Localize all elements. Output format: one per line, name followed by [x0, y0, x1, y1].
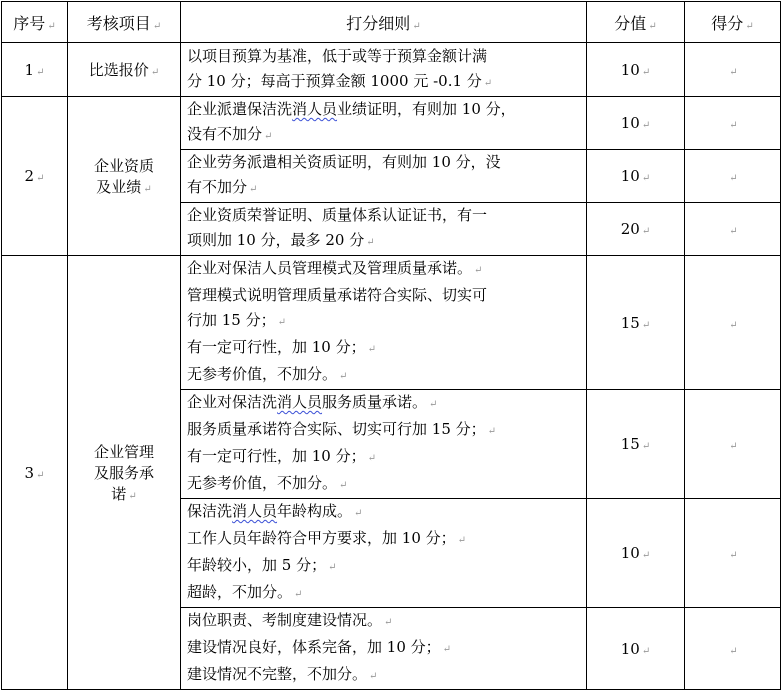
score-detail: 企业对保洁洗消人员服务质量承诺。 ↵ 服务质量承诺符合实际、切实可行加 15 分； ↵ 有一定可行性，加 10 分； ↵ 无参考价值，不加分。 ↵ [181, 390, 587, 499]
table-row [2, 256, 781, 390]
score-detail: 企业派遣保洁洗消人员业绩证明，有则加 10 分， 没有不加分 ↵ [181, 97, 587, 150]
score-detail: 保洁洗消人员年龄构成。 ↵ 工作人员年龄符合甲方要求，加 10 分； ↵ 年龄较小，加 5 分； ↵ 超龄，不加分。 ↵ [181, 499, 587, 608]
header-got: 得分 ↵ [685, 2, 781, 43]
header-no: 序号 ↵ [2, 2, 68, 43]
score-value: 10 ↵ [587, 97, 685, 150]
score-detail: 企业对保洁人员管理模式及管理质量承诺。 ↵ 管理模式说明管理质量承诺符合实际、切实可 行加 15 分； ↵ 有一定可行性，加 10 分； ↵ 无参考价值，不加分。 ↵ [181, 256, 587, 390]
section-item: 比选报价 ↵ [68, 43, 181, 97]
score-detail: 岗位职责、考制度建设情况。 ↵ 建设情况良好，体系完备，加 10 分； ↵ 建设情况不完整，不加分。 ↵ [181, 608, 587, 690]
score-value: 15 ↵ [587, 256, 685, 390]
header-row [2, 2, 781, 43]
score-detail: 以项目预算为基准，低于或等于预算金额计满 分 10 分；每高于预算金额 1000 元 -0.1 分 ↵ [181, 43, 587, 97]
score-got: ↵ [685, 43, 781, 97]
score-got: ↵ [685, 608, 781, 690]
score-value: 10 ↵ [587, 43, 685, 97]
section-item: 企业资质 及业绩 ↵ [68, 97, 181, 256]
score-value: 10 ↵ [587, 608, 685, 690]
score-value: 10 ↵ [587, 150, 685, 203]
section-number: 2 ↵ [2, 97, 68, 256]
score-got: ↵ [685, 97, 781, 150]
score-got: ↵ [685, 256, 781, 390]
score-detail: 企业资质荣誉证明、质量体系认证证书，有一 项则加 10 分，最多 20 分 ↵ [181, 203, 587, 256]
header-item: 考核项目 ↵ [68, 2, 181, 43]
score-got: ↵ [685, 390, 781, 499]
scoring-table [1, 1, 781, 690]
section-number: 3 ↵ [2, 256, 68, 690]
score-value: 20 ↵ [587, 203, 685, 256]
header-score: 分值 ↵ [587, 2, 685, 43]
score-detail: 企业劳务派遣相关资质证明，有则加 10 分，没 有不加分 ↵ [181, 150, 587, 203]
section-item: 企业管理 及服务承 诺 ↵ [68, 256, 181, 690]
score-value: 10 ↵ [587, 499, 685, 608]
section-number: 1 ↵ [2, 43, 68, 97]
score-got: ↵ [685, 150, 781, 203]
table-row [2, 43, 781, 97]
header-detail: 打分细则 ↵ [181, 2, 587, 43]
table-row [2, 97, 781, 150]
score-got: ↵ [685, 203, 781, 256]
score-got: ↵ [685, 499, 781, 608]
score-value: 15 ↵ [587, 390, 685, 499]
